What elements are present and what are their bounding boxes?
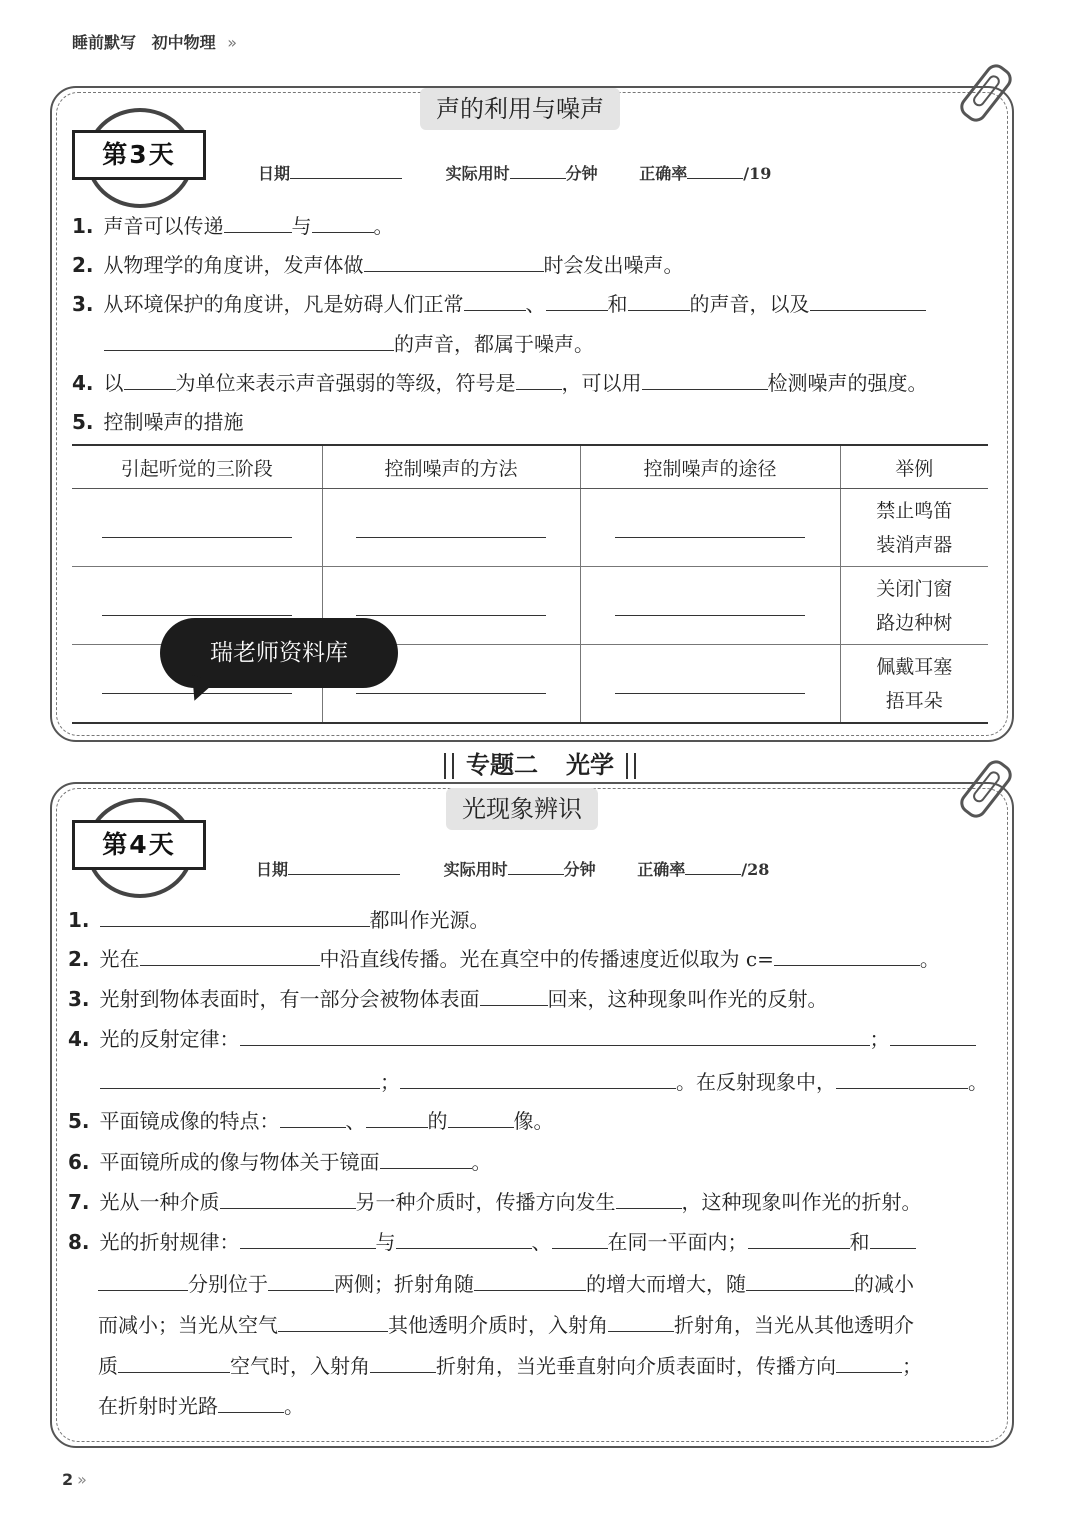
question-text: 和 [607, 292, 628, 316]
answer-blank[interactable] [516, 369, 562, 390]
question-text: 光从一种介质 [99, 1190, 220, 1214]
day4-question-8-line2 [98, 1270, 914, 1298]
answer-blank[interactable] [124, 369, 176, 390]
question-text: 两侧；折射角随 [334, 1272, 474, 1296]
table-cell-example [840, 645, 988, 724]
question-text: 而减小；当光从空气 [98, 1313, 278, 1337]
accuracy-blank[interactable] [687, 162, 743, 179]
question-text: 从物理学的角度讲，发声体做 [103, 253, 364, 277]
answer-blank[interactable] [774, 945, 920, 966]
day3-question-3 [72, 290, 926, 318]
table-cell-example [840, 489, 988, 567]
question-text: 空气时，入射角 [230, 1354, 370, 1378]
answer-blank[interactable] [100, 1068, 380, 1089]
question-text: 。 [373, 214, 394, 238]
table-header: 控制噪声的方法 [322, 445, 580, 489]
accuracy-total: /28 [741, 860, 770, 879]
day3-badge [86, 108, 194, 208]
answer-blank[interactable] [810, 290, 926, 311]
question-number: 1. [72, 214, 94, 238]
answer-blank[interactable] [268, 1270, 334, 1291]
question-number: 8. [68, 1230, 90, 1254]
question-text: ； [380, 1070, 400, 1094]
date-blank[interactable] [290, 162, 402, 179]
answer-blank[interactable] [280, 1107, 346, 1128]
example-text: 捂耳朵 [885, 689, 943, 712]
question-text: 光的折射规律： [99, 1230, 240, 1254]
answer-blank[interactable] [370, 1352, 436, 1373]
question-number: 1. [68, 908, 90, 932]
subject-title: 初中物理 [151, 33, 216, 52]
date-label: 日期 [256, 860, 289, 879]
question-number: 2. [72, 253, 94, 277]
question-text: 的 [427, 1109, 448, 1133]
question-text: 光的反射定律： [99, 1027, 240, 1051]
day4-question-8 [68, 1228, 916, 1256]
day3-question-2 [72, 251, 684, 279]
question-text: 与 [375, 1230, 396, 1254]
question-number: 5. [72, 410, 94, 434]
question-text: 在同一平面内； [607, 1230, 748, 1254]
page-footer [62, 1470, 87, 1489]
answer-blank[interactable] [380, 1148, 472, 1169]
series-title: 睡前默写 [72, 33, 137, 52]
day3-question-4 [72, 369, 928, 397]
question-text: 、 [531, 1230, 552, 1254]
question-text: 为单位来表示声音强弱的等级，符号是 [175, 371, 516, 395]
table-cell-blank[interactable] [580, 489, 840, 567]
day4-question-8-line3 [98, 1311, 914, 1339]
section-subtitle: 光学 [566, 751, 614, 779]
answer-blank[interactable] [224, 212, 292, 233]
day4-question-8-line4 [98, 1352, 922, 1380]
question-number: 7. [68, 1190, 90, 1214]
answer-blank[interactable] [890, 1025, 976, 1046]
answer-blank[interactable] [616, 1188, 682, 1209]
table-header: 控制噪声的途径 [580, 445, 840, 489]
header-arrows: » [227, 33, 237, 52]
example-text: 路边种树 [876, 611, 953, 634]
answer-blank[interactable] [396, 1228, 532, 1249]
question-text: 的声音，都属于噪声。 [394, 332, 594, 356]
table-cell-blank[interactable] [580, 645, 840, 724]
question-text: 都叫作光源。 [369, 908, 490, 932]
day3-meta-row [258, 161, 771, 184]
day4-question-4 [68, 1025, 976, 1053]
answer-blank[interactable] [836, 1068, 968, 1089]
question-text: 。 [284, 1394, 304, 1418]
day4-badge-label: 第4天 [72, 820, 206, 870]
answer-blank[interactable] [748, 1228, 850, 1249]
question-text: 其他透明介质时，入射角 [388, 1313, 608, 1337]
time-blank[interactable] [510, 162, 566, 179]
table-cell-blank[interactable] [322, 489, 580, 567]
table-header-row [72, 445, 988, 489]
question-text: 在折射时光路 [98, 1394, 218, 1418]
question-text: 、 [525, 292, 546, 316]
answer-blank[interactable] [546, 290, 608, 311]
answer-blank[interactable] [448, 1107, 514, 1128]
question-text: 回来，这种现象叫作光的反射。 [547, 987, 828, 1011]
answer-blank[interactable] [464, 290, 526, 311]
question-text: 控制噪声的措施 [103, 410, 244, 434]
question-text: ； [869, 1027, 890, 1051]
question-text: ； [902, 1354, 922, 1378]
example-text: 装消声器 [876, 533, 953, 556]
question-text: 分别位于 [188, 1272, 268, 1296]
answer-blank[interactable] [364, 251, 544, 272]
watermark-bubble [160, 618, 398, 688]
day4-question-4-cont [100, 1068, 988, 1096]
answer-blank[interactable] [140, 945, 320, 966]
question-number: 4. [72, 371, 94, 395]
answer-blank[interactable] [642, 369, 768, 390]
table-header: 举例 [840, 445, 988, 489]
answer-blank[interactable] [240, 1228, 376, 1249]
time-blank[interactable] [508, 858, 564, 875]
question-text: 。 [919, 947, 940, 971]
question-text: 另一种介质时，传播方向发生 [355, 1190, 616, 1214]
answer-blank[interactable] [608, 1311, 674, 1332]
example-text: 关闭门窗 [876, 577, 953, 600]
question-text: 质 [98, 1354, 118, 1378]
answer-blank[interactable] [218, 1392, 284, 1413]
page-header [72, 30, 237, 53]
question-number: 3. [72, 292, 94, 316]
question-text: ，这种现象叫作光的折射。 [681, 1190, 922, 1214]
day3-question-5 [72, 408, 244, 436]
question-text: 和 [849, 1230, 870, 1254]
question-text: 从环境保护的角度讲，凡是妨碍人们正常 [103, 292, 464, 316]
question-text: 、 [345, 1109, 366, 1133]
question-text: 平面镜成像的特点： [99, 1109, 280, 1133]
question-number: 6. [68, 1150, 90, 1174]
day4-question-3 [68, 985, 828, 1013]
day3-question-3-cont [104, 330, 594, 358]
example-text: 佩戴耳塞 [876, 655, 953, 678]
answer-blank[interactable] [278, 1311, 388, 1332]
question-text: 检测噪声的强度。 [767, 371, 928, 395]
day4-question-7 [68, 1188, 922, 1216]
day4-question-8-line5 [98, 1392, 304, 1420]
table-row [72, 489, 988, 567]
day4-meta-row [256, 857, 769, 880]
date-label: 日期 [258, 164, 291, 183]
question-number: 5. [68, 1109, 90, 1133]
footer-arrows: » [77, 1470, 87, 1489]
day4-question-1 [68, 906, 490, 934]
table-cell-blank[interactable] [580, 567, 840, 645]
question-text: 光在 [99, 947, 140, 971]
answer-blank[interactable] [98, 1270, 188, 1291]
answer-blank[interactable] [628, 290, 690, 311]
answer-blank[interactable] [104, 330, 394, 351]
minute-label: 分钟 [563, 860, 596, 879]
section-bar-icon [444, 753, 454, 779]
question-text: 。 [471, 1150, 492, 1174]
question-text: 像。 [513, 1109, 554, 1133]
question-text: 平面镜所成的像与物体关于镜面 [99, 1150, 380, 1174]
table-cell-example [840, 567, 988, 645]
question-text: 的声音，以及 [689, 292, 810, 316]
question-text: 声音可以传递 [103, 214, 224, 238]
accuracy-blank[interactable] [685, 858, 741, 875]
question-text: 。在反射现象中， [676, 1070, 836, 1094]
day3-question-1 [72, 212, 394, 240]
section-title [0, 745, 1080, 780]
day4-topic-title: 光现象辨识 [446, 788, 598, 830]
question-number: 2. [68, 947, 90, 971]
day3-badge-label: 第3天 [72, 130, 206, 180]
question-number: 3. [68, 987, 90, 1011]
time-label: 实际用时 [445, 164, 510, 183]
answer-blank[interactable] [366, 1107, 428, 1128]
example-text: 禁止鸣笛 [876, 499, 953, 522]
date-blank[interactable] [288, 858, 400, 875]
question-text: 中沿直线传播。光在真空中的传播速度近似取为 c= [319, 947, 774, 971]
answer-blank[interactable] [240, 1025, 870, 1046]
page-number: 2 [62, 1470, 74, 1489]
question-text: 折射角，当光垂直射向介质表面时，传播方向 [436, 1354, 836, 1378]
watermark-text: 瑞老师资料库 [210, 640, 348, 666]
day4-question-5 [68, 1107, 554, 1135]
accuracy-label: 正确率 [637, 860, 686, 879]
question-text: 时会发出噪声。 [543, 253, 684, 277]
question-text: 以 [103, 371, 124, 395]
day4-question-2 [68, 945, 940, 973]
question-text: 的减小 [854, 1272, 914, 1296]
table-header: 引起听觉的三阶段 [72, 445, 322, 489]
day4-question-6 [68, 1148, 492, 1176]
answer-blank[interactable] [474, 1270, 586, 1291]
answer-blank[interactable] [480, 985, 548, 1006]
minute-label: 分钟 [565, 164, 598, 183]
section-bar-icon [626, 753, 636, 779]
answer-blank[interactable] [552, 1228, 608, 1249]
answer-blank[interactable] [746, 1270, 854, 1291]
time-label: 实际用时 [443, 860, 508, 879]
question-text: 光射到物体表面时，有一部分会被物体表面 [99, 987, 480, 1011]
answer-blank[interactable] [118, 1352, 230, 1373]
question-text: ，可以用 [561, 371, 642, 395]
answer-blank[interactable] [400, 1068, 676, 1089]
day3-topic-title: 声的利用与噪声 [420, 88, 620, 130]
question-number: 4. [68, 1027, 90, 1051]
answer-blank[interactable] [870, 1228, 916, 1249]
answer-blank[interactable] [312, 212, 374, 233]
accuracy-label: 正确率 [639, 164, 688, 183]
question-text: 与 [291, 214, 312, 238]
answer-blank[interactable] [220, 1188, 356, 1209]
section-name: 专题二 [466, 751, 538, 779]
day4-badge [86, 798, 194, 898]
answer-blank[interactable] [836, 1352, 902, 1373]
accuracy-total: /19 [743, 164, 772, 183]
question-text: 。 [968, 1070, 988, 1094]
question-text: 的增大而增大，随 [586, 1272, 746, 1296]
question-text: 折射角，当光从其他透明介 [674, 1313, 914, 1337]
answer-blank[interactable] [100, 906, 370, 927]
table-cell-blank[interactable] [72, 489, 322, 567]
